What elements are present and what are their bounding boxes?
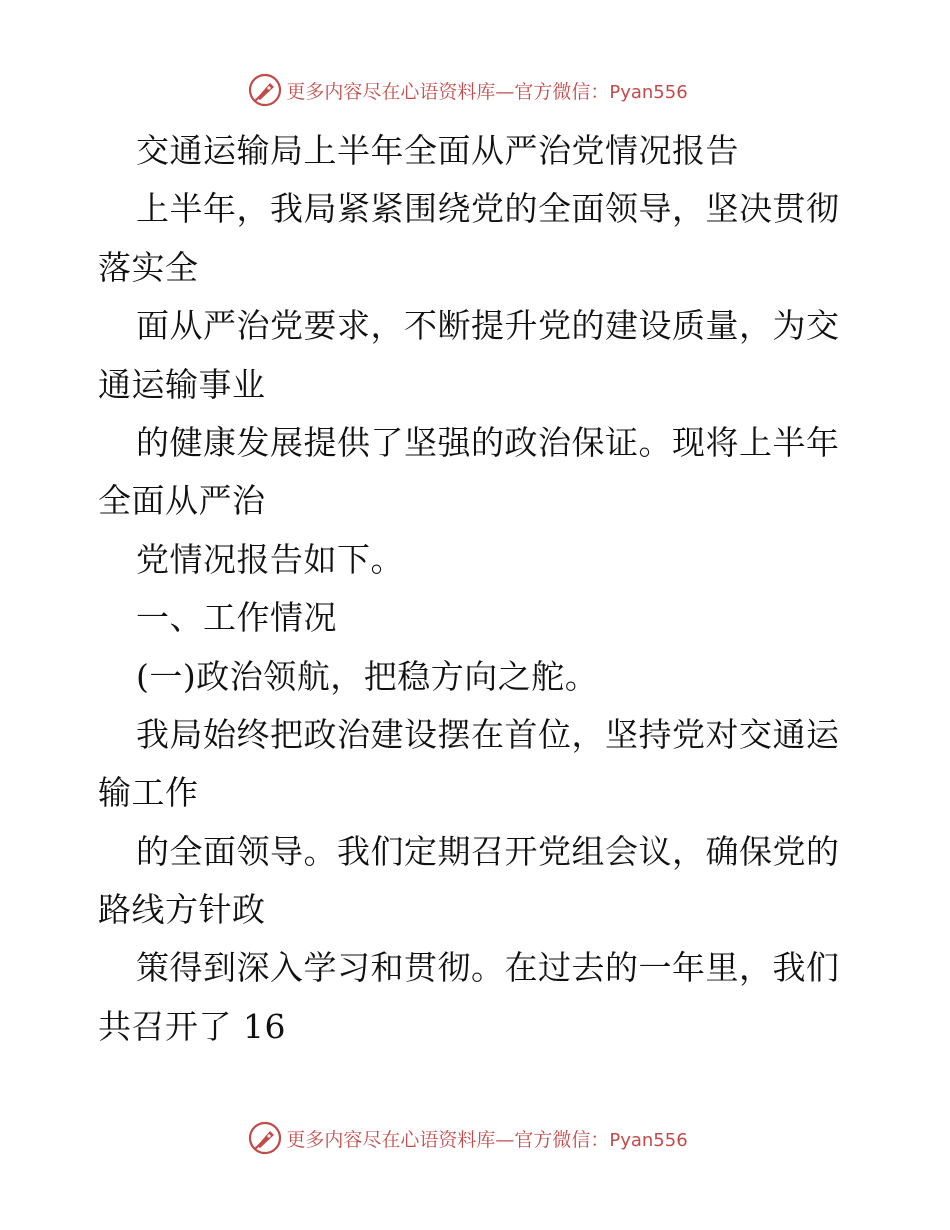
document-line: 通运输事业 [98,364,266,404]
watermark-text: 更多内容尽在心语资料库—官方微信：Pyan556 [286,1128,688,1151]
document-line: 我局始终把政治建设摆在首位，坚持党对交通运 [136,714,840,754]
pen-nib-logo-icon [248,1121,282,1155]
document-line: 路线方针政 [98,890,266,930]
document-line: 的健康发展提供了坚强的政治保证。现将上半年 [136,422,840,462]
watermark-group [248,1121,687,1155]
document-line: 交通运输局上半年全面从严治党情况报告 [136,131,739,170]
document-line: 党情况报告如下。 [136,539,404,579]
document-line: 共召开了 16 [98,1006,286,1046]
document-line: (一)政治领航，把稳方向之舵。 [136,656,599,696]
document-body [98,122,858,1056]
document-line: 一、工作情况 [136,598,337,638]
watermark-text: 更多内容尽在心语资料库—官方微信：Pyan556 [286,80,688,103]
document-line: 全面从严治 [98,481,266,521]
document-line: 面从严治党要求，不断提升党的建设质量，为交 [136,306,840,346]
document-line: 上半年，我局紧紧围绕党的全面领导，坚决贯彻 [136,189,840,229]
watermark-account: Pyan556 [609,81,688,103]
footer-watermark [0,1118,950,1158]
pen-nib-logo-icon [248,73,282,107]
header-watermark [0,70,950,110]
document-line: 的全面领导。我们定期召开党组会议，确保党的 [136,831,840,871]
watermark-account: Pyan556 [609,1129,688,1151]
document-line: 策得到深入学习和贯彻。在过去的一年里，我们 [136,948,840,988]
watermark-group [248,73,687,107]
document-line: 落实全 [98,247,199,287]
document-line: 输工作 [98,773,199,813]
